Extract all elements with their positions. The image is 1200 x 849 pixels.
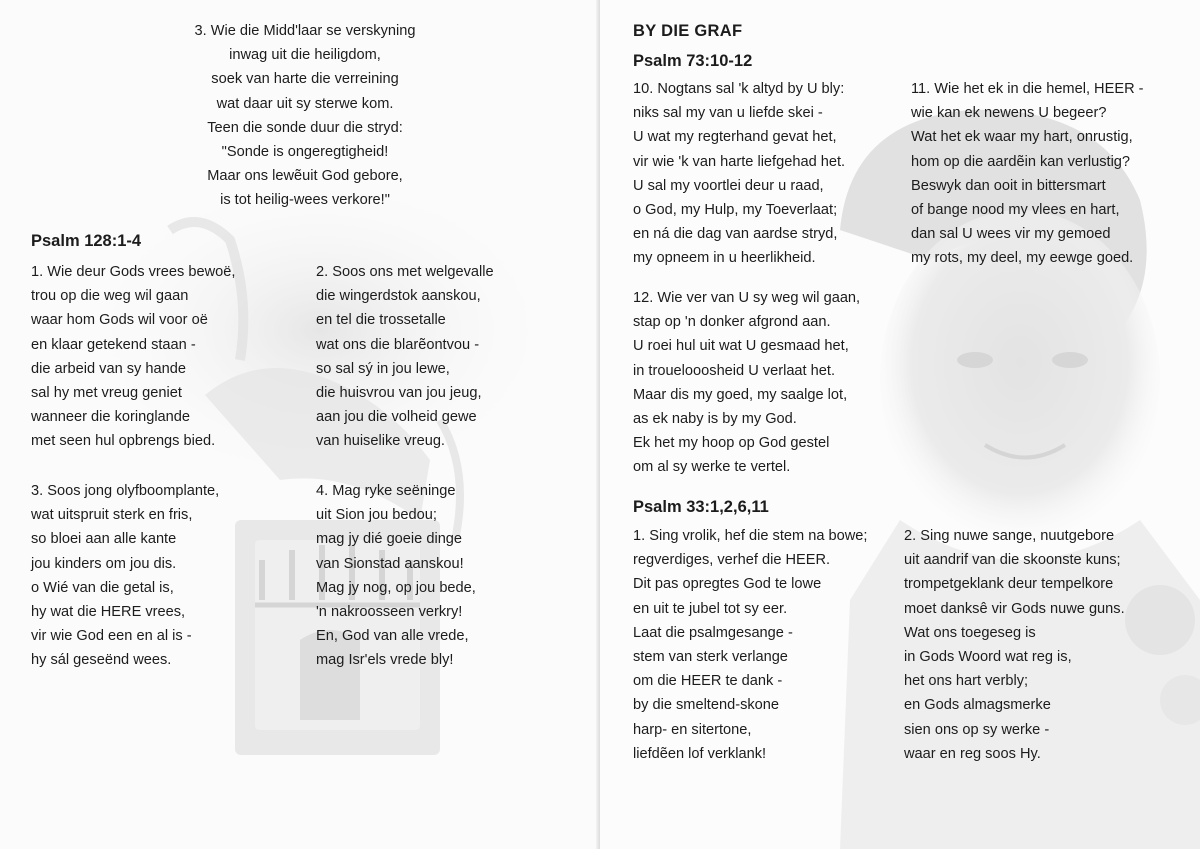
verse-line: Teen die sonde duur die stryd: [207, 119, 403, 136]
verse-line: U roei hul uit wat U gesmaad het, [633, 338, 849, 355]
psalm-33-title: Psalm 33:1,2,6,11 [633, 498, 769, 516]
psalm-128-verse-2 [316, 260, 494, 454]
verse-line: stap op 'n donker afgrond aan. [633, 314, 831, 331]
verse-line: o God, my Hulp, my Toeverlaat; [633, 202, 838, 219]
verse-line: 12. Wie ver van U sy weg wil gaan, [633, 290, 861, 306]
verse-line: waar hom Gods wil voor oë [31, 312, 208, 329]
verse-line: van Sionstad aanskou! [316, 555, 464, 572]
verse-line: en ná die dag van aardse stryd, [633, 226, 838, 243]
psalm-128-verse-1 [31, 260, 235, 454]
verse-line: U sal my voortlei deur u raad, [633, 177, 824, 194]
verse-line: 1. Sing vrolik, hef die stem na bowe; [633, 528, 868, 544]
verse-line: wat uitspruit sterk en fris, [31, 507, 193, 524]
verse-line: 'n nakroosseen verkry! [316, 604, 463, 621]
verse-line: 3. Soos jong olyfboomplante, [31, 483, 220, 499]
verse-line: jou kinders om jou dis. [31, 555, 177, 572]
verse-line: wie kan ek newens U begeer? [911, 105, 1107, 122]
verse-line: En, God van alle vrede, [316, 628, 469, 645]
verse-line: uit Sion jou bedou; [316, 507, 437, 524]
verse-line: Ek het my hoop op God gestel [633, 435, 830, 452]
verse-line: trompetgeklank deur tempelkore [904, 576, 1114, 593]
verse-line: regverdiges, verhef die HEER. [633, 552, 831, 569]
verse-line: hom op die aardẽin kan verlustig? [911, 153, 1131, 170]
verse-line: en tel die trossetalle [316, 312, 446, 329]
verse-line: van huiselike vreug. [316, 433, 445, 450]
verse-line: is tot heilig-wees verkore!" [220, 192, 390, 209]
verse-line: met seen hul opbrengs bied. [31, 433, 216, 450]
verse-line: Mag jy nog, op jou bede, [316, 579, 476, 596]
verse-line: 10. Nogtans sal 'k altyd by U bly: [633, 81, 845, 97]
verse-line: 2. Soos ons met welgevalle [316, 264, 494, 280]
verse-line: uit aandrif van die skoonste kuns; [904, 552, 1121, 569]
verse-line: die arbeid van sy hande [31, 360, 186, 377]
psalm-128-verse-3 [31, 479, 219, 673]
verse-line: Maar dis my goed, my saalge lot, [633, 386, 848, 403]
verse-line: wat daar uit sy sterwe kom. [216, 95, 394, 112]
verse-line: so sal sý in jou lewe, [316, 360, 450, 377]
verse-line: 2. Sing nuwe sange, nuutgebore [904, 528, 1115, 544]
verse-line: so bloei aan alle kante [31, 531, 177, 548]
verse-line: 4. Mag ryke seëninge [316, 483, 456, 499]
verse-line: inwag uit die heiligdom, [229, 47, 381, 64]
verse-line: wat ons die blarẽontvou - [316, 336, 480, 353]
verse-line: my opneem in u heerlikheid. [633, 250, 816, 267]
verse-line: mag jy dié goeie dinge [316, 531, 463, 548]
verse-line: hy sál geseënd wees. [31, 652, 172, 669]
verse-line: om die HEER te dank - [633, 673, 783, 690]
verse-line: o Wié van die getal is, [31, 579, 174, 596]
verse-line: Beswyk dan ooit in bittersmart [911, 177, 1106, 194]
verse-line: niks sal my van u liefde skei - [633, 105, 823, 122]
verse-line: aan jou die volheid gewe [316, 409, 477, 426]
verse-line: sien ons op sy werke - [904, 721, 1050, 738]
verse-line: 3. Wie die Midd'laar se verskyning [194, 23, 416, 39]
psalm-33-verse-1 [633, 524, 867, 766]
verse-line: hy wat die HERE vrees, [31, 604, 186, 621]
verse-line: vir wie God een en al is - [31, 628, 192, 645]
verse-line: mag Isr'els vrede bly! [316, 652, 454, 669]
verse-line: "Sonde is ongeregtigheid! [221, 144, 389, 161]
verse-line: my rots, my deel, my eewge goed. [911, 250, 1134, 267]
verse-line: harp- en sitertone, [633, 721, 752, 738]
verse-line: die wingerdstok aanskou, [316, 288, 481, 305]
verse-line: as ek naby is by my God. [633, 411, 797, 428]
verse-line: in Gods Woord wat reg is, [904, 649, 1072, 666]
section-title: BY DIE GRAF [633, 22, 743, 40]
verse-line: of bange nood my vlees en hart, [911, 202, 1120, 219]
verse-line: en uit te jubel tot sy eer. [633, 600, 788, 617]
verse-3-continuation [155, 19, 455, 213]
psalm-33-verse-2 [904, 524, 1125, 766]
verse-line: soek van harte die verreining [211, 71, 399, 88]
verse-line: by die smeltend-skone [633, 697, 780, 714]
verse-line: sal hy met vreug geniet [31, 385, 182, 402]
verse-line: Wat het ek waar my hart, onrustig, [911, 129, 1133, 146]
verse-line: Dit pas opregtes God te lowe [633, 576, 822, 593]
verse-line: vir wie 'k van harte liefgehad het. [633, 153, 846, 170]
verse-line: stem van sterk verlange [633, 649, 788, 666]
psalm-73-verse-11 [911, 77, 1144, 271]
verse-line: en Gods almagsmerke [904, 697, 1051, 714]
verse-line: trou op die weg wil gaan [31, 288, 189, 305]
verse-line: wanneer die koringlande [31, 409, 191, 426]
verse-line: en klaar getekend staan - [31, 336, 196, 353]
verse-line: in trouelooosheid U verlaat het. [633, 362, 836, 379]
psalm-73-verse-12 [633, 286, 860, 480]
verse-line: Maar ons lewẽuit God gebore, [207, 168, 403, 185]
psalm-73-verse-10 [633, 77, 845, 271]
verse-line: om al sy werke te vertel. [633, 459, 791, 476]
verse-line: moet danksê vir Gods nuwe guns. [904, 600, 1125, 617]
psalm-73-title: Psalm 73:10-12 [633, 52, 753, 70]
verse-line: waar en reg soos Hy. [904, 745, 1041, 762]
verse-line: 1. Wie deur Gods vrees bewoë, [31, 264, 236, 280]
right-page [600, 0, 1200, 849]
psalm-128-verse-4 [316, 479, 476, 673]
verse-line: U wat my regterhand gevat het, [633, 129, 837, 146]
psalm-128-title: Psalm 128:1-4 [31, 232, 142, 250]
verse-line: die huisvrou van jou jeug, [316, 385, 482, 402]
verse-line: dan sal U wees vir my gemoed [911, 226, 1111, 243]
verse-line: 11. Wie het ek in die hemel, HEER - [911, 81, 1144, 97]
verse-line: het ons hart verbly; [904, 673, 1029, 690]
verse-line: Laat die psalmgesange - [633, 624, 793, 641]
verse-line: Wat ons toegeseg is [904, 624, 1036, 641]
verse-line: liefdẽen lof verklank! [633, 745, 767, 762]
